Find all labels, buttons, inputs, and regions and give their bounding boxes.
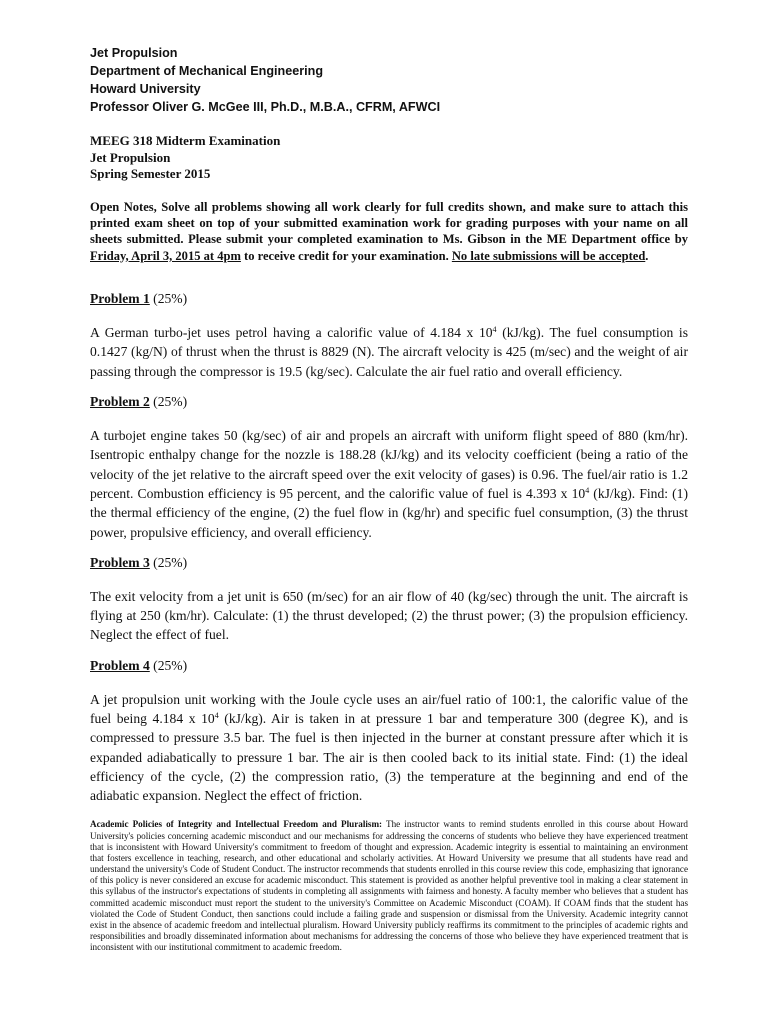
instructions-text-2: to receive credit for your examination. [240,248,452,263]
instructions-text: Open Notes, Solve all problems showing all work clearly for full credits shown, and make sure to attach this printed exam sheet on top of your submitted examination work for grading purposes with your name on all sheets submitted. Please submit your completed examination to Ms. Gibson in the ME Department office by [90,199,688,247]
problem-2-text-b: (kJ/kg). Find: (1) the thermal efficiency of the engine, (2) the fuel flow in (kg/hr) and specific fuel consumption, (3) the thrust power, propulsive efficiency, and overall efficiency. [90,485,688,540]
problem-3-text-a: The exit velocity from a jet unit is 650 (m/sec) for an air flow of 40 (kg/sec) through the unit. The aircraft is flying at 250 (km/hr). Calculate: (1) the thrust developed; (2) the thrust power; (3) the propulsion efficiency. Neglect the effect of fuel. [90,588,688,643]
problem-2-text [90,426,688,542]
problem-3-weight: (25%) [149,554,188,570]
policy-body: The instructor wants to remind students enrolled in this course about Howard University's policies concerning academic misconduct and our mechanisms for addressing the concerns of students who believe they have experienced treatment that is inconsistent with Howard University's commitment to freedom of thought and expression. Academic integrity is essential to maintaining an environment that fosters excellence in teaching, research, and other educational and scholarly activities. At Howard University we presume that all students have read and understand the university's Code of Student Conduct. The instructor recommends that students enrolled in this course review this code, emphasizing that ignorance of this policy is never considered an excuse for academic misconduct. This statement is provided as another helpful preventive tool in making a clear statement in this syllabus of the instructor's expectations of students in completing all assignments with fairness and honesty. A faculty member who believes that a student has committed academic misconduct must report the student to the university's Committee on Academic Misconduct (COAM). If COAM finds that the student has violated the Code of Student Conduct, then sanctions could include a failing grade and suspension or dismissal from the University. Academic integrity cannot exist in the absence of academic freedom and intellectual pluralism. Howard University publicly reaffirms its commitment to the principles of academic rights and responsibilities and broadly disseminated information about mechanisms for addressing the concerns of those who believe they have experienced treatment that is inconsistent with our institutional commitment to academic freedom. [90,819,688,953]
policy-heading: Academic Policies of Integrity and Intellectual Freedom and Pluralism: [90,819,383,830]
problem-4-name: Problem 4 [90,657,150,673]
problem-2-weight: (25%) [149,394,188,410]
problem-1-exponent: 4 [492,325,497,335]
problem-3-title [90,554,688,572]
exam-instructions [90,199,688,265]
problem-4-weight: (25%) [149,657,188,673]
header-university: Howard University [90,82,201,96]
problem-4-title [90,657,688,675]
problem-3-name: Problem 3 [90,554,150,570]
problem-4-exponent: 4 [214,710,219,720]
problem-4-text-a: A jet propulsion unit working with the Joule cycle uses an air/fuel ratio of 100:1, the calorific value of the fuel being 4.184 x 10 [90,691,688,726]
problem-1-weight: (25%) [149,291,188,307]
exam-title-block [90,133,688,183]
problem-1-text [90,323,688,381]
exam-subject: Jet Propulsion [90,149,171,165]
exam-semester: Spring Semester 2015 [90,166,211,181]
problem-4-text [90,690,688,806]
exam-title: MEEG 318 Midterm Examination [90,133,281,148]
problem-1-text-b: (kJ/kg). The fuel consumption is 0.1427 (kg/N) of thrust when the thrust is 8829 (N). The aircraft velocity is 425 (m/sec) and the weight of air passing through the compressor is 19.5 (kg/sec). Calculate the air fuel ratio and overall efficiency. [90,325,688,379]
exam-document [90,44,688,953]
problem-2-exponent: 4 [585,485,590,495]
header-department: Department of Mechanical Engineering [90,64,324,78]
problem-4-text-b: (kJ/kg). Air is taken in at pressure 1 bar and temperature 300 (degree K), and is compressed to pressure 3.5 bar. The fuel is then injected in the burner at constant pressure after which it is expanded adiabatically to pressure 1 bar. The air is then cooled back to its initial state. Find: (1) the ideal efficiency of the cycle, (2) the compression ratio, (3) the temperature at the beginning and end of the adiabatic expansion. Neglect the effect of friction. [90,710,688,804]
problem-3-text [90,587,688,645]
problem-2-text-a: A turbojet engine takes 50 (kg/sec) of air and propels an aircraft with uniform flight speed of 880 (km/hr). Isentropic enthalpy change for the nozzle is 188.28 (kJ/kg) and its velocity coefficient (being a ratio of the velocity of the jet relative to the aircraft speed over the exit velocity of gases) is 0.96. The fuel/air ratio is 1.2 percent. Combustion efficiency is 95 percent, and the calorific value of fuel is 4.393 x 10 [90,428,688,501]
problem-2-title [90,393,688,411]
header-professor: Professor Oliver G. McGee III, Ph.D., M.B.A., CFRM, AFWCI [90,100,441,114]
problem-1-name: Problem 1 [90,291,150,307]
problem-1-text-a: A German turbo-jet uses petrol having a calorific value of 4.184 x 10 [90,325,493,341]
academic-policy-statement [90,819,688,953]
problem-1-title [90,290,688,308]
deadline-text: Friday, April 3, 2015 at 4pm [90,248,241,263]
problem-2-name: Problem 2 [90,394,150,410]
course-header [90,44,688,116]
header-course: Jet Propulsion [90,46,178,60]
instructions-end: . [645,248,649,263]
no-late-notice: No late submissions will be accepted [451,248,646,263]
